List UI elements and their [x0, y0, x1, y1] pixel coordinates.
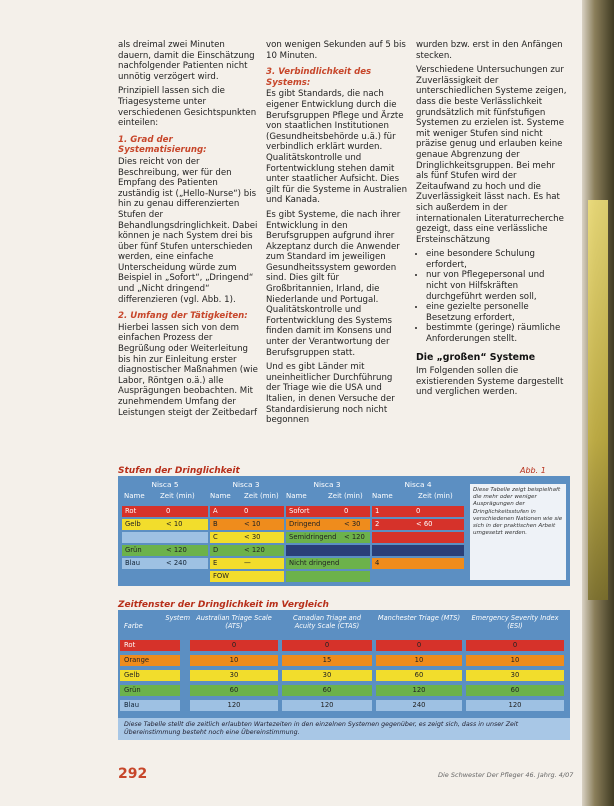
- system-header: Nisca 3: [232, 480, 260, 489]
- column-header: Zeit (min): [244, 492, 279, 500]
- paragraph: Verschiedene Untersuchungen zur Zuverlässigkeit der unterschiedlichen Systeme zeigen, dass die beste Verlässlichkeit grundsätzlich mit fünfstufigen Systemen zu erzielen ist. Systeme mit weniger Stufen sind nicht präzise genug und erlauben keine genaue Abgrenzung der Dringlichkeitsgruppen. Bei mehr als fünf Stufen wird der Zeitaufwand zu hoch und die Zuverlässigkeit lässt nach. Es hat sich außerdem in der internationalen Literaturrecherche gezeigt, dass eine verlässliche Ersteinschätzung: [416, 65, 567, 245]
- table-cell: 0: [376, 640, 462, 651]
- row-label: Gelb: [120, 670, 180, 681]
- table-cell: [372, 532, 464, 543]
- paragraph: Im Folgenden sollen die existierenden Systeme dargestellt und verglichen werden.: [416, 366, 564, 398]
- table-cell: Blau < 240: [122, 558, 208, 569]
- table-cell: 60: [282, 685, 372, 696]
- table-cell: [122, 532, 208, 543]
- farbe-label: Farbe: [124, 622, 143, 630]
- table-cell: [286, 571, 370, 582]
- column-header: Emergency Severity Index (ESI): [471, 614, 559, 630]
- table-cell: [372, 545, 464, 556]
- table-cell: Semidringend < 120: [286, 532, 370, 543]
- table-cell: 1 0: [372, 506, 464, 517]
- table-cell: 60: [190, 685, 278, 696]
- next-page-edge: [582, 0, 614, 806]
- row-label: Orange: [120, 655, 180, 666]
- table-cell: 10: [466, 655, 564, 666]
- table-cell: C < 30: [210, 532, 284, 543]
- system-header: Nisca 3: [313, 480, 341, 489]
- table-cell: 60: [466, 685, 564, 696]
- column-header: Zeit (min): [160, 492, 195, 500]
- system-header: Nisca 4: [404, 480, 432, 489]
- table-cell: Nicht dringend: [286, 558, 370, 569]
- column-header: Canadian Triage and Acuity Scale (CTAS): [292, 614, 362, 630]
- list-item: • eine gezielte personelle Besetzung erfordert,: [426, 302, 568, 323]
- section-heading: Die „großen“ Systeme: [416, 351, 536, 363]
- paragraph: Prinzipiell lassen sich die Triagesysteme unter verschiedenen Gesichtspunkten einteilen:: [118, 86, 257, 129]
- table-cell: D < 120: [210, 545, 284, 556]
- table-cell: 120: [190, 700, 278, 711]
- table-cell: 30: [190, 670, 278, 681]
- table-cell: B < 10: [210, 519, 284, 530]
- column-header: Name: [286, 492, 307, 500]
- paragraph: Es gibt Systeme, die nach ihrer Entwicklung in den Berufsgruppen aufgrund ihrer Akzeptanz durch die Anwender zum Standard im jeweiligen Gesundheitssystem geworden sind. Dies gilt für Großbritannien, Irland, die Niederlande und Portugal. Qualitätskontrolle und Fortentwicklung des Systems finden damit im Konsens und unter der Verantwortung der Berufsgruppen statt.: [266, 209, 401, 358]
- table-cell: 120: [376, 685, 462, 696]
- table-cell: 4: [372, 558, 464, 569]
- publication-footer: Die Schwester Der Pfleger 46. Jahrg. 4/07: [438, 771, 574, 779]
- row-label: Rot: [120, 640, 180, 651]
- table-cell: 0: [282, 640, 372, 651]
- table-cell: E —: [210, 558, 284, 569]
- table-cell: [286, 545, 370, 556]
- figure-reference: Abb. 1: [520, 466, 546, 475]
- subheading: 1. Grad der Systematisierung:: [118, 134, 207, 156]
- page-number: 292: [118, 766, 148, 782]
- text-column-1: [118, 40, 260, 422]
- paragraph: wurden bzw. erst in den Anfängen stecken.: [416, 40, 563, 61]
- column-header: Zeit (min): [418, 492, 453, 500]
- table-cell: 10: [190, 655, 278, 666]
- column-header: Name: [372, 492, 393, 500]
- column-header: Australian Triage Scale (ATS): [196, 614, 272, 630]
- column-header: Zeit (min): [328, 492, 363, 500]
- list-item: • eine besondere Schulung erfordert,: [426, 249, 568, 270]
- list-item: • nur von Pflegepersonal und nicht von Hilfskräften durchgeführt werden soll,: [426, 270, 568, 302]
- table1-note: Diese Tabelle zeigt beispielhaft die mehr oder weniger Ausprägungen der Dringlichkeitsstufen in verschiedenen Nationen wie sie sich in der praktischen Arbeit umgesetzt werden.: [470, 484, 566, 580]
- table-cell: 0: [466, 640, 564, 651]
- table2-footnote: Diese Tabelle stellt die zeitlich erlaubten Wartezeiten in den einzelnen Systemen gegenüber, es zeigt sich, dass in unser Zeit Übereinstimmung besteht noch eine Übereinstimmung.: [118, 718, 570, 740]
- row-label: Blau: [120, 700, 180, 711]
- paragraph: Und es gibt Länder mit uneinheitlicher Durchführung der Triage wie die USA und Italien, in denen Versuche der Standardisierung noch nicht begonnen: [266, 362, 395, 426]
- paragraph: als dreimal zwei Minuten dauern, damit die Einschätzung nachfolgender Patienten nicht unnötig verzögert wird.: [118, 40, 255, 82]
- paragraph: Dies reicht von der Beschreibung, wer für den Empfang des Patienten zuständig ist („Hello-Nurse“) bis hin zu genau differenzierten Stufen der Behandlungsdringlichkeit. Dabei können je nach System drei bis über fünf Stufen unterschieden werden, eine einfache Unterscheidung würde zum Beispiel in „Sofort“, „Dringend“ und „Nicht dringend“ differenzieren (vgl. Abb. 1).: [118, 156, 258, 305]
- paragraph: Es gibt Standards, die nach eigener Entwicklung durch die Berufsgruppen Pflege und Ärzte von staatlichen Institutionen (Gesundheitsbehörde u.ä.) für verbindlich erklärt wurden. Qualitätskontrolle und Fortentwicklung stehen damit unter staatlicher Aufsicht. Dies gilt für die Systeme in Australien und Kanada.: [266, 89, 408, 206]
- table-cell: 15: [282, 655, 372, 666]
- column-header: Name: [124, 492, 145, 500]
- table-cell: FOW: [210, 571, 284, 582]
- system-header: Nisca 5: [151, 480, 179, 489]
- table2-title: Zeitfenster der Dringlichkeit im Vergleich: [118, 600, 329, 610]
- requirements-list: [416, 249, 568, 344]
- table-cell: Gelb < 10: [122, 519, 208, 530]
- table-cell: 120: [282, 700, 372, 711]
- list-item: • bestimmte (geringe) räumliche Anforderungen stellt.: [426, 323, 568, 344]
- table-cell: Rot 0: [122, 506, 208, 517]
- table-cell: 30: [466, 670, 564, 681]
- table-cell: 2 < 60: [372, 519, 464, 530]
- table-cell: 10: [376, 655, 462, 666]
- table-cell: 0: [190, 640, 278, 651]
- subheading: 3. Verbindlichkeit des Systems:: [266, 67, 372, 88]
- table-cell: 240: [376, 700, 462, 711]
- table-cell: A 0: [210, 506, 284, 517]
- subheading: 2. Umfang der Tätigkeiten:: [118, 311, 248, 322]
- paragraph: von wenigen Sekunden auf 5 bis 10 Minuten.: [266, 40, 406, 61]
- text-column-2: [266, 40, 408, 430]
- table-cell: Dringend < 30: [286, 519, 370, 530]
- table-cell: Sofort 0: [286, 506, 370, 517]
- paragraph: Hierbei lassen sich von dem einfachen Prozess der Begrüßung oder Weiterleitung bis hin zur Einleitung erster diagnostischer Maßnahmen (wie Labor, Röntgen o.ä.) alle Ausprägungen beobachten. Mit zunehmendem Umfang der Leistungen steigt der Zeitbedarf: [118, 322, 258, 418]
- table-cell: Grün < 120: [122, 545, 208, 556]
- row-label: Grün: [120, 685, 180, 696]
- column-header: Name: [210, 492, 231, 500]
- table-cell: 60: [376, 670, 462, 681]
- text-column-3: [416, 40, 568, 402]
- table-cell: 30: [282, 670, 372, 681]
- table-cell: 120: [466, 700, 564, 711]
- system-label: System: [165, 614, 190, 622]
- column-header: Manchester Triage (MTS): [377, 614, 461, 622]
- table1-title: Stufen der Dringlichkeit: [118, 466, 240, 476]
